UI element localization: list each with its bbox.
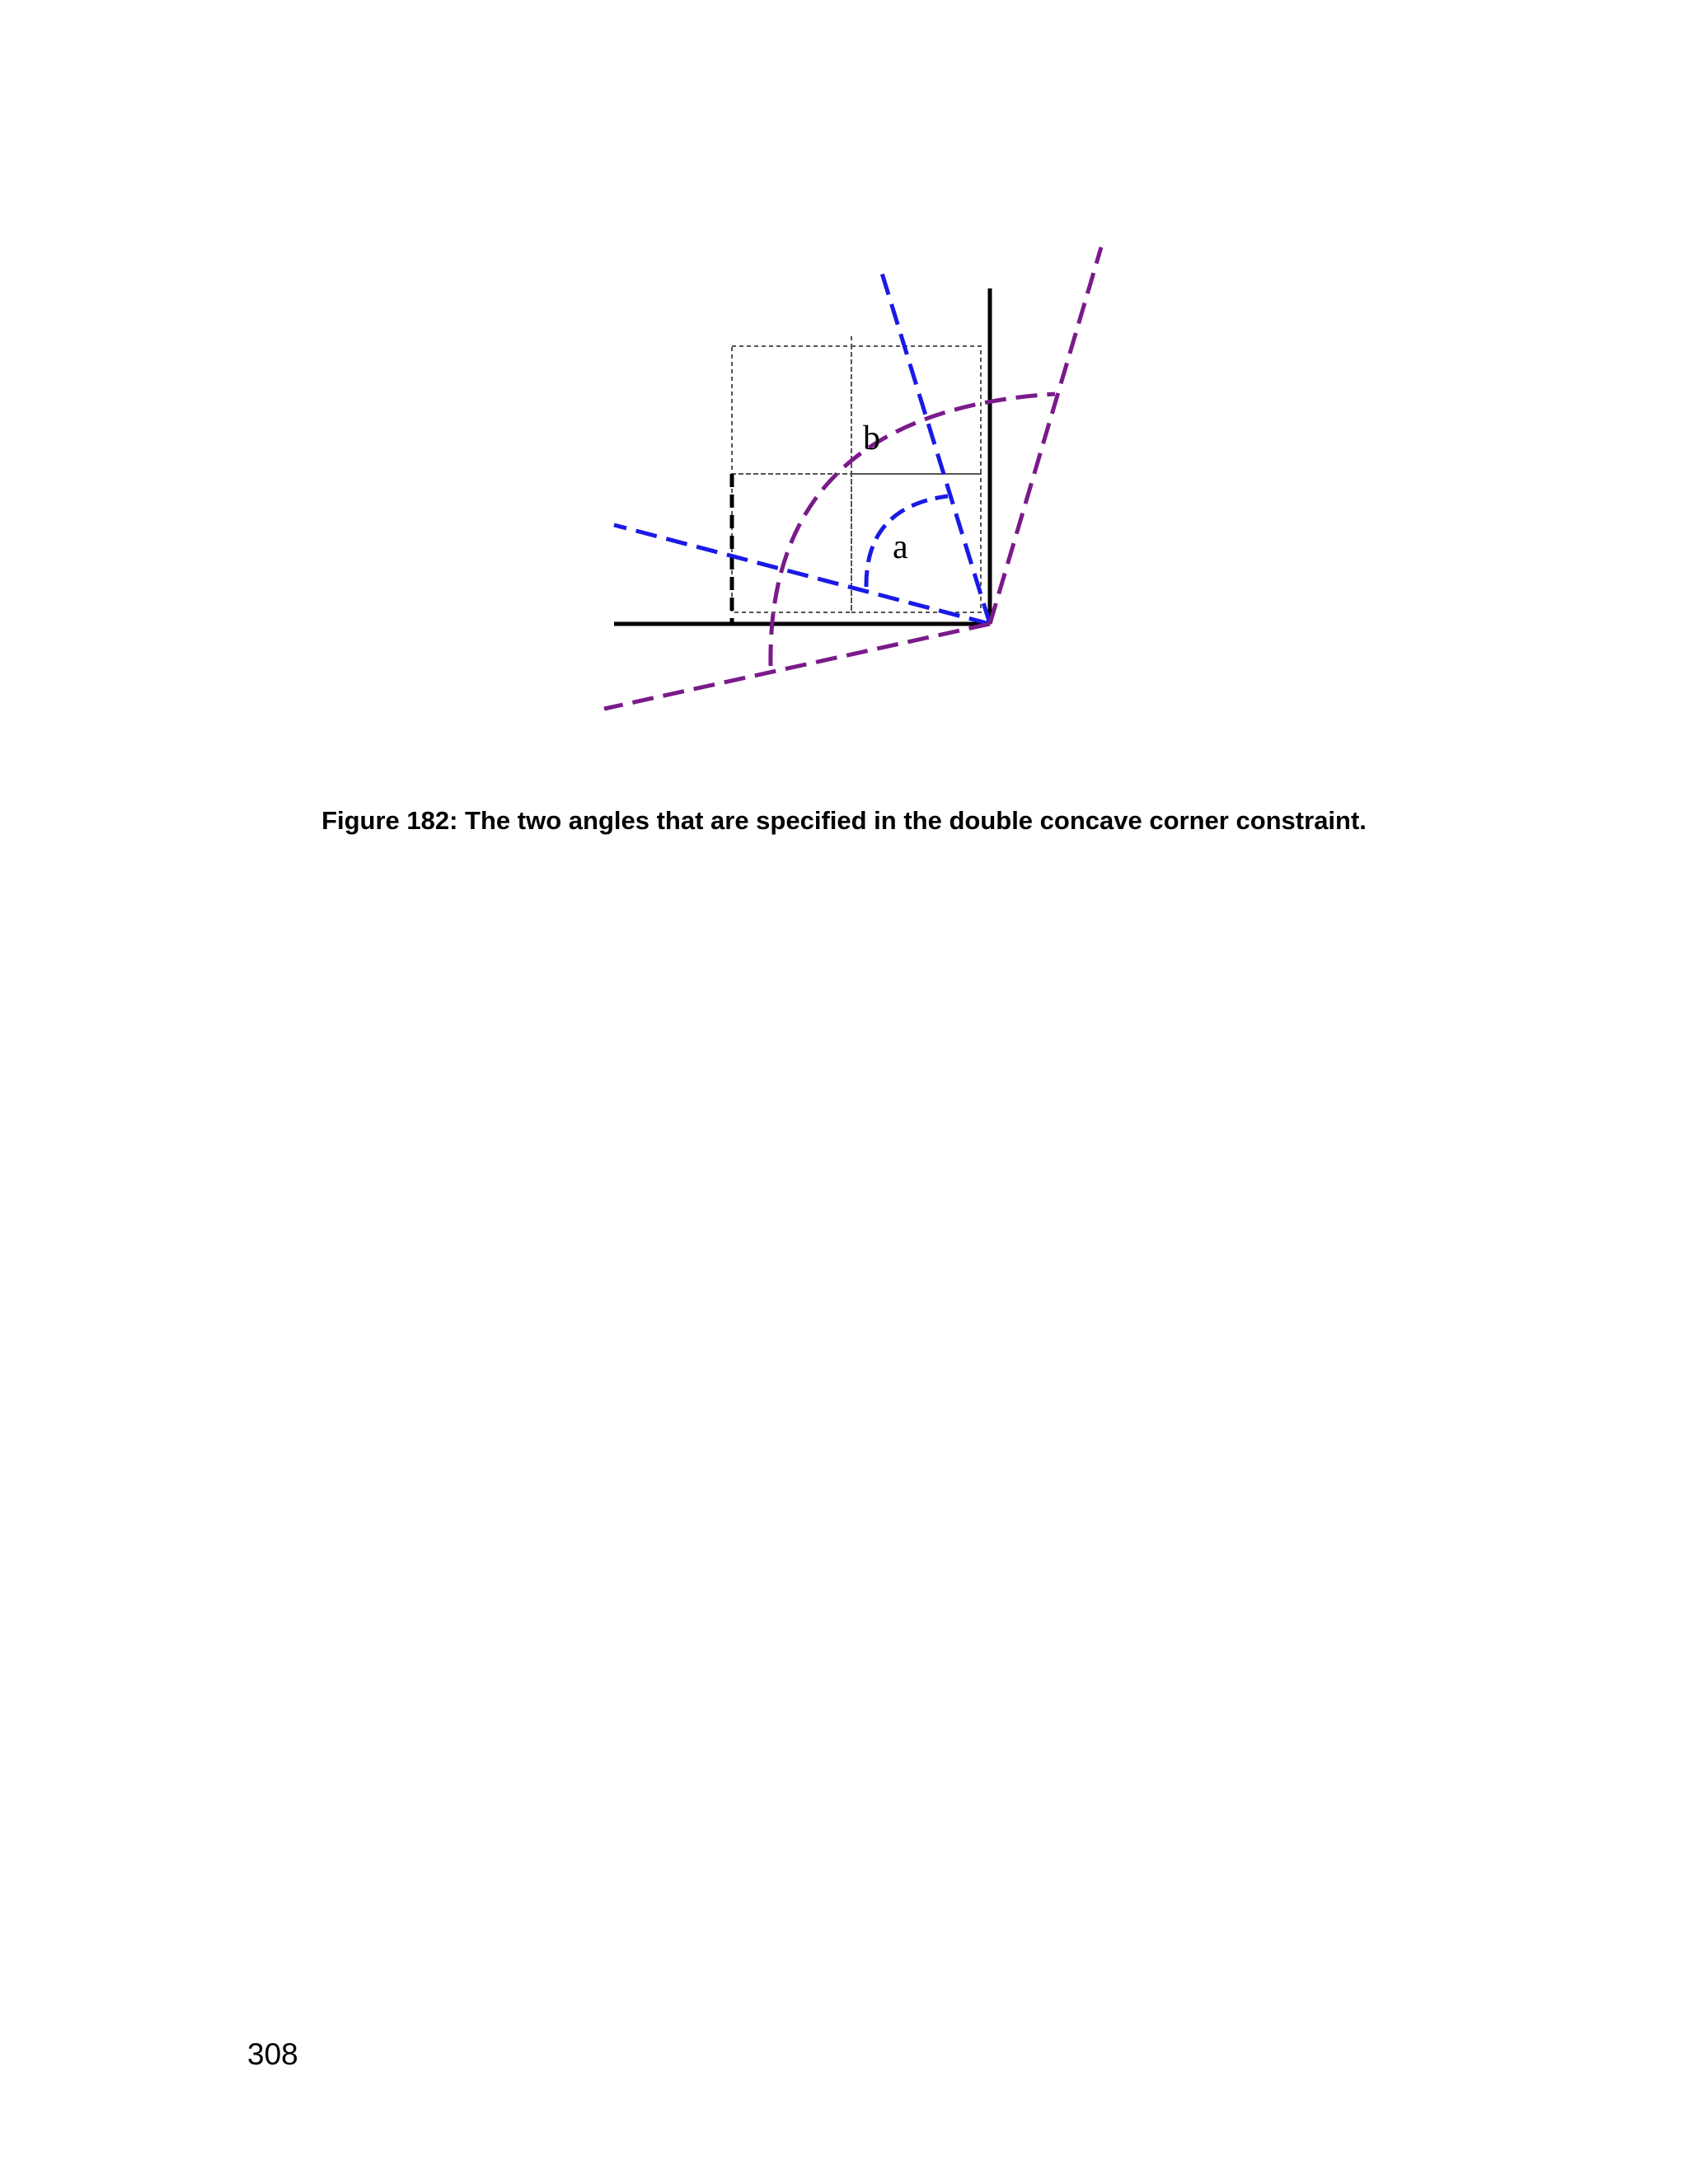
angle-a-ray-left [614,525,990,624]
grid-cell-top-left [732,346,851,474]
angle-b-lines [604,247,1101,709]
concave-corner-diagram [0,0,1688,783]
angle-a-label: a [893,528,908,566]
page-number: 308 [247,2037,298,2071]
angle-b-label: b [863,419,880,457]
angle-a-ray-up [880,268,990,624]
angle-b-ray-lower-left [604,624,990,709]
grid-cell-bottom-right [851,474,981,612]
figure-caption: Figure 182: The two angles that are specified in the double concave corner constraint. [321,806,1367,835]
angle-a-lines [614,268,990,624]
angle-b-ray-upper-right [990,247,1101,624]
